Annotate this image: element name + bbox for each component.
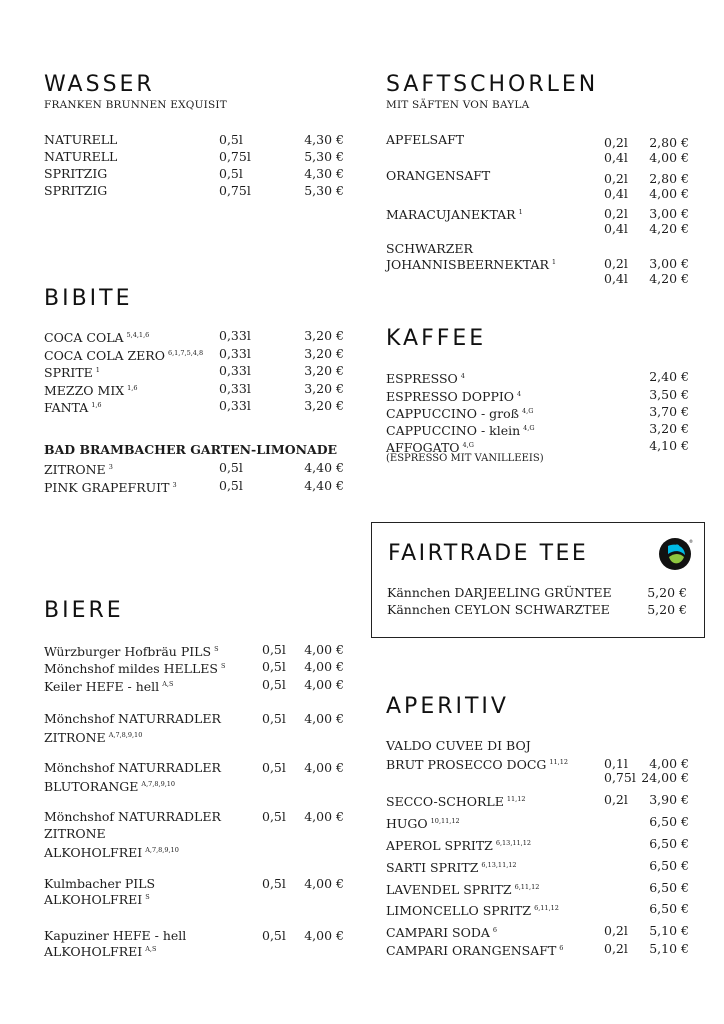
item-price: 3,20 € <box>304 381 344 396</box>
item-name: SCHWARZER <box>386 241 473 256</box>
item-name: Kapuziner HEFE - hell <box>44 928 187 943</box>
item-allergens: 10,11,12 <box>430 817 460 825</box>
item-allergens: 5,4,1,6 <box>126 331 150 339</box>
item-size: 0,5l <box>262 642 286 657</box>
item-allergens: S <box>214 645 219 653</box>
item-name: CAMPARI ORANGENSAFT <box>386 943 557 958</box>
item-name-line2: ALKOHOLFREI <box>44 944 143 959</box>
item-price: 2,80 € <box>649 135 689 150</box>
item-price: 4,00 € <box>304 711 344 726</box>
menu-item <box>44 759 344 793</box>
item-price: 3,20 € <box>304 363 344 378</box>
item-name: Mönchshof NATURRADLER <box>44 711 221 726</box>
item-name: Kännchen CEYLON SCHWARZTEE <box>387 602 610 617</box>
item-allergens: 6 <box>559 944 564 952</box>
item-size: 0,2l <box>604 135 628 150</box>
item-price: 4,00 € <box>649 150 689 165</box>
item-allergens: A,7,8,9,10 <box>145 846 179 854</box>
item-allergens: S <box>220 662 226 670</box>
item-size: 0,2l <box>604 792 628 807</box>
item-price: 5,20 € <box>647 602 687 617</box>
item-price: 6,50 € <box>649 836 689 851</box>
item-name: SPRITZIG <box>44 166 108 181</box>
item-size: 0,2l <box>604 256 628 271</box>
item-name: NATURELL <box>44 132 118 147</box>
fairtrade-logo-icon <box>658 536 694 572</box>
svg-text:®: ® <box>689 539 693 544</box>
item-price: 4,20 € <box>649 221 689 236</box>
aperitiv-title: APERITIV <box>386 694 509 719</box>
wasser-title: WASSER <box>44 72 155 97</box>
item-price: 3,70 € <box>649 404 689 419</box>
menu-item-prosecco <box>386 737 689 785</box>
item-name: Mönchshof NATURRADLER <box>44 760 221 775</box>
menu-item <box>386 204 689 238</box>
item-price: 4,00 € <box>304 677 344 692</box>
limonade-title: BAD BRAMBACHER GARTEN-LIMONADE <box>44 442 338 457</box>
saftschorlen-subtitle: MIT SÄFTEN VON BAYLA <box>386 99 530 111</box>
item-size: 0,33l <box>219 328 251 343</box>
biere-title: BIERE <box>44 598 124 623</box>
item-allergens: A,7,8,9,10 <box>108 731 143 739</box>
item-allergens: 4,G <box>462 441 474 449</box>
item-size: 0,2l <box>604 171 628 186</box>
item-size: 0,5l <box>262 677 286 692</box>
item-price: 2,40 € <box>649 369 689 384</box>
item-price: 2,80 € <box>649 171 689 186</box>
item-name: Mönchshof mildes HELLES <box>44 661 218 676</box>
item-price: 3,20 € <box>304 328 344 343</box>
item-price: 3,90 € <box>649 792 689 807</box>
tee-title: FAIRTRADE TEE <box>388 541 589 566</box>
item-price: 4,30 € <box>304 166 344 181</box>
item-name: ORANGENSAFT <box>386 168 491 183</box>
item-size: 0,5l <box>262 928 286 943</box>
item-name: Kulmbacher PILS <box>44 876 156 891</box>
item-price: 3,20 € <box>304 398 344 413</box>
item-price: 5,10 € <box>649 941 689 956</box>
item-size: 0,33l <box>219 363 251 378</box>
item-name: ZITRONE <box>44 462 106 477</box>
item-size: 0,75l <box>219 149 251 164</box>
menu-item <box>44 875 344 909</box>
item-name: VALDO CUVEE DI BOJ <box>386 738 531 753</box>
item-size: 0,33l <box>219 398 251 413</box>
item-allergens: S <box>145 893 150 901</box>
item-name: ESPRESSO DOPPIO <box>386 389 515 404</box>
item-allergens: 6,11,12 <box>514 883 540 891</box>
item-price: 4,00 € <box>304 659 344 674</box>
item-name: AFFOGATO <box>386 440 460 455</box>
item-allergens: 6,1,7,5,4,8 <box>167 349 204 357</box>
item-size: 0,5l <box>262 876 286 891</box>
item-price: 4,00 € <box>304 809 344 824</box>
item-allergens: 1 <box>551 258 557 266</box>
item-name: HUGO <box>386 816 428 831</box>
item-name: MARACUJANEKTAR <box>386 207 516 222</box>
item-price: 4,00 € <box>649 756 689 771</box>
item-size: 0,2l <box>604 941 628 956</box>
item-price: 3,50 € <box>649 387 689 402</box>
item-size: 0,2l <box>604 206 628 221</box>
item-price: 5,30 € <box>304 183 344 198</box>
item-name: Mönchshof NATURRADLER <box>44 809 221 824</box>
item-allergens: 3 <box>172 481 177 489</box>
item-price: 5,20 € <box>647 585 687 600</box>
item-price: 6,50 € <box>649 858 689 873</box>
item-allergens: 4,G <box>523 424 535 432</box>
item-name: Kännchen DARJEELING GRÜNTEE <box>387 585 612 600</box>
item-size: 0,5l <box>219 132 243 147</box>
menu-item <box>44 710 344 744</box>
item-price: 4,00 € <box>304 928 344 943</box>
item-price: 3,20 € <box>649 421 689 436</box>
item-price: 4,40 € <box>304 478 344 493</box>
fairtrade-tee-box <box>371 522 705 638</box>
item-name: SARTI SPRITZ <box>386 860 479 875</box>
item-name: SECCO-SCHORLE <box>386 794 504 809</box>
item-size: 0,5l <box>262 659 286 674</box>
bibite-title: BIBITE <box>44 286 133 311</box>
item-allergens: A,S <box>162 680 174 688</box>
item-price: 4,00 € <box>304 760 344 775</box>
item-size: 0,4l <box>604 271 628 286</box>
item-allergens: 6,13,11,12 <box>495 839 531 847</box>
item-name: SPRITZIG <box>44 183 108 198</box>
item-name: SPRITE <box>44 365 93 380</box>
item-allergens: 1,6 <box>127 384 138 392</box>
menu-item <box>44 927 344 961</box>
item-size: 0,5l <box>262 760 286 775</box>
item-name-line2: BRUT PROSECCO DOCG <box>386 757 547 772</box>
item-allergens: 1,6 <box>91 401 102 409</box>
item-name-line3: ALKOHOLFREI <box>44 845 143 860</box>
item-size: 0,5l <box>219 166 243 181</box>
item-size: 0,5l <box>219 460 243 475</box>
item-allergens: 4 <box>517 390 522 398</box>
item-price: 4,00 € <box>649 186 689 201</box>
item-allergens: A,7,8,9,10 <box>141 780 176 788</box>
item-size: 0,1l <box>604 756 628 771</box>
item-price: 4,00 € <box>304 876 344 891</box>
item-size: 0,33l <box>219 346 251 361</box>
item-allergens: 1 <box>518 208 523 216</box>
item-name-line2: BLUTORANGE <box>44 779 139 794</box>
item-price: 5,10 € <box>649 923 689 938</box>
item-price: 4,40 € <box>304 460 344 475</box>
item-name: ESPRESSO <box>386 371 458 386</box>
item-name: Würzburger Hofbräu PILS <box>44 644 212 659</box>
kaffee-title: KAFFEE <box>386 326 487 351</box>
item-price: 3,00 € <box>649 256 689 271</box>
item-name: NATURELL <box>44 149 118 164</box>
item-price: 4,10 € <box>649 438 689 453</box>
item-name: MEZZO MIX <box>44 383 125 398</box>
item-name-line2: ALKOHOLFREI <box>44 892 143 907</box>
item-allergens: 6 <box>492 926 498 934</box>
item-name: APFELSAFT <box>386 132 465 147</box>
item-price: 6,50 € <box>649 814 689 829</box>
item-size: 0,33l <box>219 381 251 396</box>
item-name: CAPPUCCINO - groß <box>386 406 520 421</box>
item-name-line2: JOHANNISBEERNEKTAR <box>386 257 549 272</box>
item-size: 0,4l <box>604 186 628 201</box>
item-name: APEROL SPRITZ <box>386 838 493 853</box>
menu-item <box>44 808 344 859</box>
item-size: 0,75l <box>604 770 636 785</box>
menu-item <box>386 167 689 201</box>
item-price: 3,00 € <box>649 206 689 221</box>
item-size: 0,4l <box>604 150 628 165</box>
item-name: LAVENDEL SPRITZ <box>386 882 512 897</box>
item-name: COCA COLA ZERO <box>44 348 165 363</box>
item-size: 0,2l <box>604 923 628 938</box>
item-price: 4,20 € <box>649 271 689 286</box>
item-name: CAMPARI SODA <box>386 925 490 940</box>
item-allergens: 11,12 <box>506 795 526 803</box>
item-allergens: 11,12 <box>549 758 568 766</box>
item-name-line2: ZITRONE <box>44 730 106 745</box>
item-name: COCA COLA <box>44 330 124 345</box>
wasser-subtitle: FRANKEN BRUNNEN EXQUISIT <box>44 99 227 111</box>
item-allergens: A,S <box>145 945 157 953</box>
item-name: LIMONCELLO SPRITZ <box>386 903 532 918</box>
item-name: Keiler HEFE - hell <box>44 679 160 694</box>
item-allergens: 3 <box>108 463 113 471</box>
item-size: 0,5l <box>262 711 286 726</box>
menu-item <box>386 131 689 165</box>
item-size: 0,75l <box>219 183 251 198</box>
item-size: 0,5l <box>262 809 286 824</box>
item-name: PINK GRAPEFRUIT <box>44 480 170 495</box>
item-size: 0,4l <box>604 221 628 236</box>
item-price: 4,30 € <box>304 132 344 147</box>
item-allergens: 4,G <box>522 407 534 415</box>
item-price: 4,00 € <box>304 642 344 657</box>
saftschorlen-title: SAFTSCHORLEN <box>386 72 599 97</box>
item-price: 5,30 € <box>304 149 344 164</box>
item-allergens: 6,13,11,12 <box>481 861 517 869</box>
menu-item <box>386 240 689 285</box>
item-price: 24,00 € <box>641 770 689 785</box>
item-allergens: 1 <box>95 366 100 374</box>
item-allergens: 4 <box>460 372 465 380</box>
affogato-note: (ESPRESSO MIT VANILLEEIS) <box>386 453 544 464</box>
item-price: 3,20 € <box>304 346 344 361</box>
item-price: 6,50 € <box>649 880 689 895</box>
item-name-line2: ZITRONE <box>44 826 106 841</box>
item-name: FANTA <box>44 400 89 415</box>
item-price: 6,50 € <box>649 901 689 916</box>
item-allergens: 6,11,12 <box>534 904 559 912</box>
item-name: CAPPUCCINO - klein <box>386 423 521 438</box>
item-size: 0,5l <box>219 478 243 493</box>
